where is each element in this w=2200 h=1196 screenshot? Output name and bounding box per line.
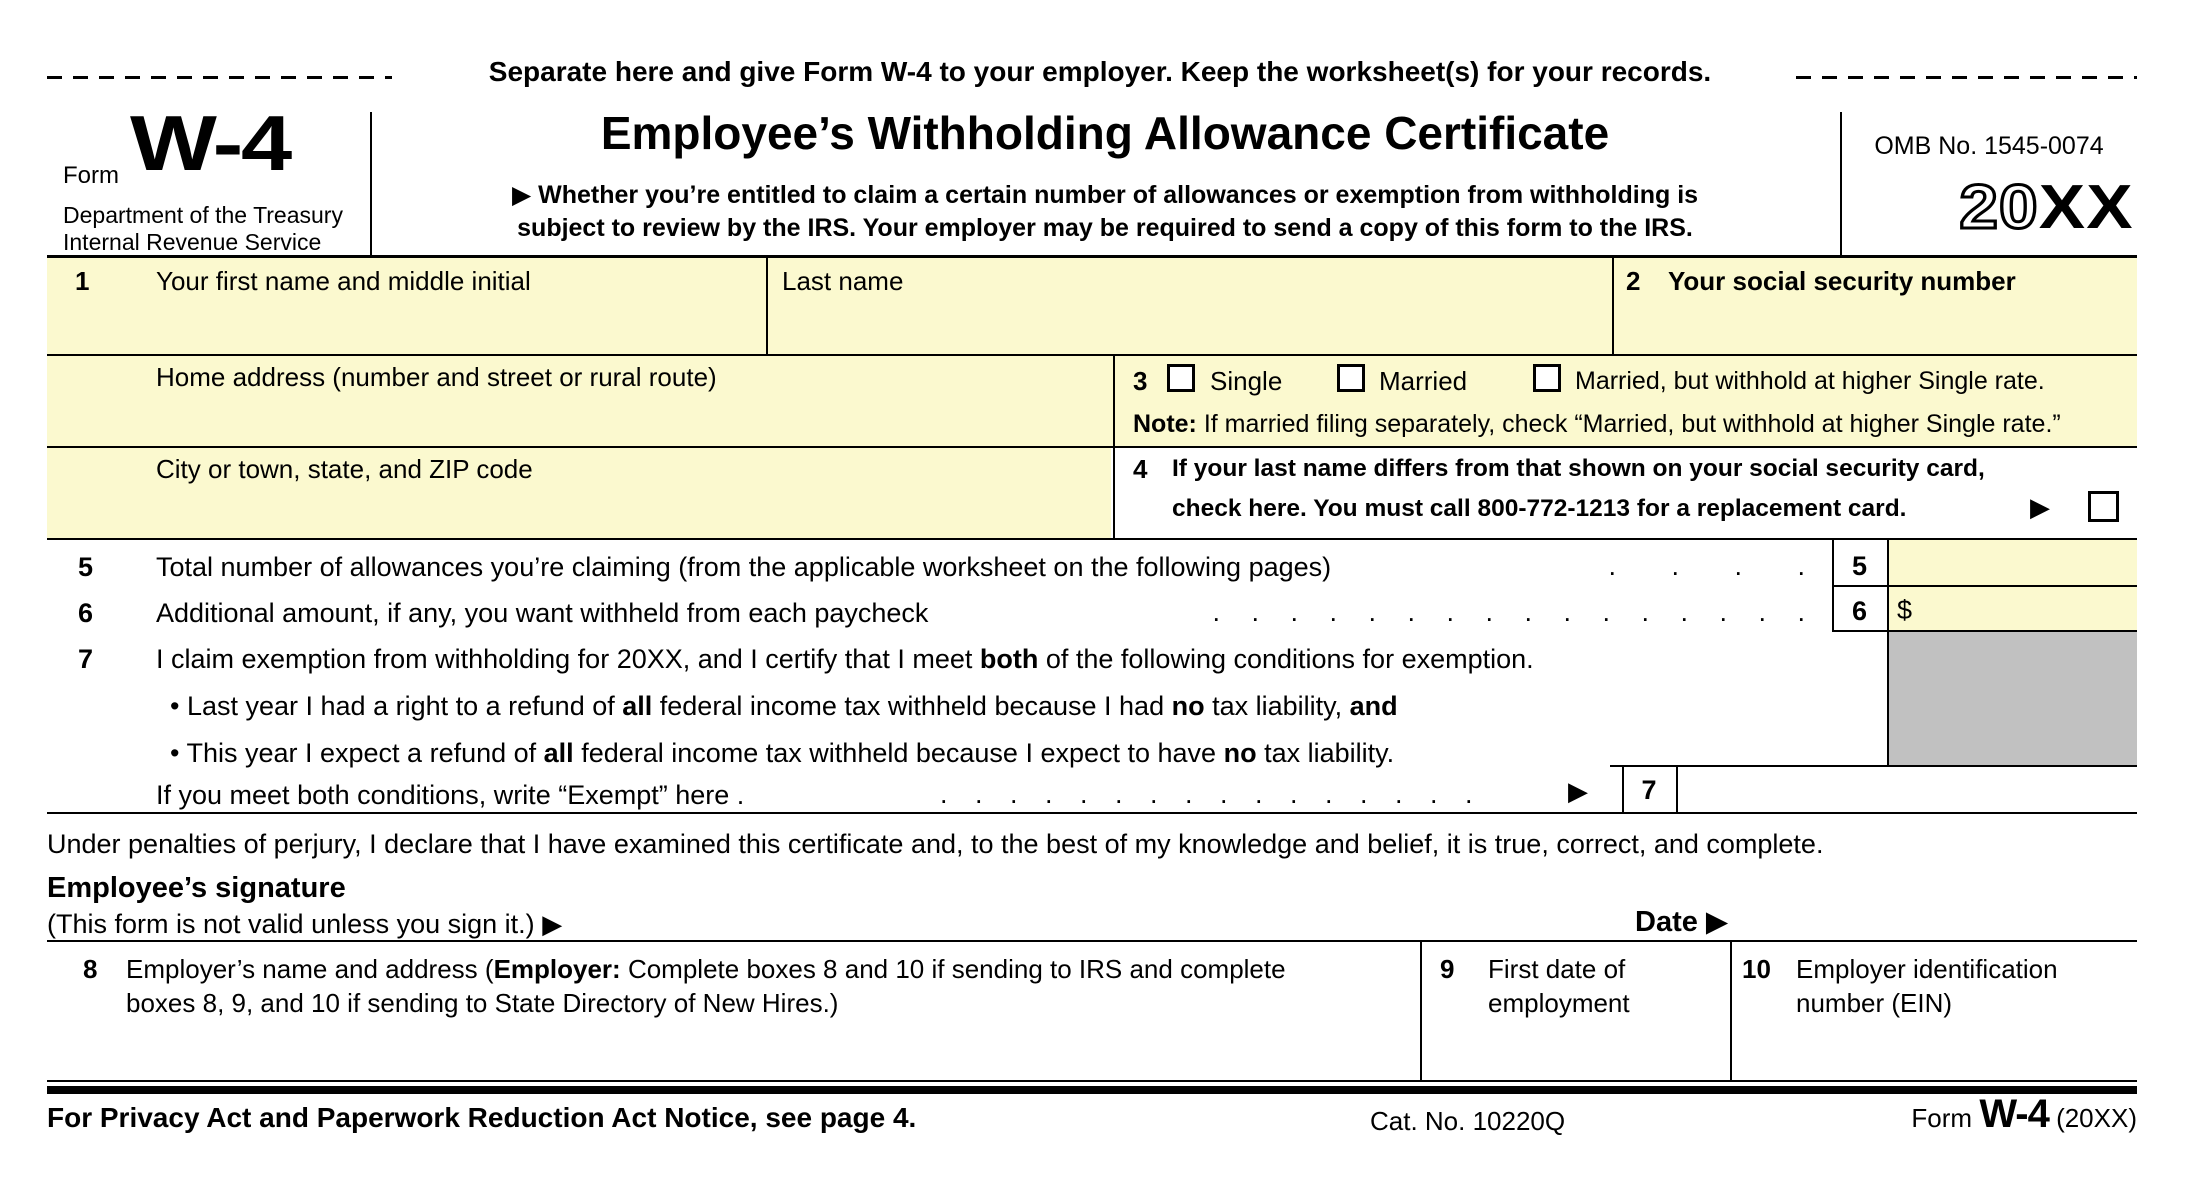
- footer-form-id: [1911, 1092, 2137, 1137]
- line10-number: 10: [1742, 954, 1771, 984]
- exempt-dot-leader: . . . . . . . . . . . . . . . .: [940, 779, 1473, 809]
- city-input[interactable]: [50, 492, 1105, 536]
- exempt-input[interactable]: [1680, 768, 2135, 810]
- bottom-thin-rule: [47, 1080, 2137, 1082]
- signature-input[interactable]: [700, 900, 1600, 938]
- last-name-input[interactable]: [770, 300, 1608, 350]
- line4-arrow-icon: ▶: [2030, 492, 2050, 522]
- married-checkbox[interactable]: [1337, 364, 1365, 392]
- employer-name-address-input[interactable]: [126, 1024, 1406, 1076]
- header-divider-right: [1840, 112, 1842, 255]
- home-address-input[interactable]: [50, 398, 1100, 444]
- line4-text-2: check here. You must call 800-772-1213 for a replacement card.: [1172, 495, 1907, 522]
- signature-rule: [47, 940, 2137, 942]
- year-prefix: 20: [1959, 173, 2040, 242]
- line10-label-1: Employer identification: [1796, 954, 2058, 984]
- privacy-notice: For Privacy Act and Paperwork Reduction Act Notice, see page 4.: [47, 1102, 917, 1133]
- form-number-logo: W-4: [130, 99, 290, 187]
- bullet-icon: •: [170, 691, 180, 721]
- form-word: Form: [63, 162, 119, 189]
- city-label: City or town, state, and ZIP code: [156, 454, 533, 484]
- line6-box-number: 6: [1851, 596, 1868, 626]
- line7-text: I claim exemption from withholding for 20XX, and I certify that I meet both of the following conditions for exemption.: [156, 644, 1534, 674]
- footer-form-number: W-4: [1979, 1092, 2049, 1136]
- row9-10-divider: [1730, 942, 1732, 1080]
- line1-number: 1: [75, 266, 90, 296]
- line2-number: 2: [1626, 266, 1641, 296]
- married-label: Married: [1379, 366, 1468, 396]
- line5-dot-leader: . . . .: [1608, 551, 1805, 581]
- first-name-input[interactable]: [50, 300, 762, 350]
- line8-text-2: boxes 8, 9, and 10 if sending to State Directory of New Hires.): [126, 988, 839, 1018]
- line7-number: 7: [78, 644, 94, 674]
- date-arrow-icon: ▶: [1705, 906, 1729, 938]
- form-subtitle-line-1: ▶ Whether you’re entitled to claim a certain number of allowances or exemption from withholding is: [511, 181, 1699, 209]
- omb-number: OMB No. 1545-0074: [1874, 132, 2104, 160]
- footer-form-year: (20XX): [2048, 1103, 2137, 1133]
- first-name-label: Your first name and middle initial: [156, 266, 531, 296]
- subtitle-arrow-icon: ▶: [511, 181, 532, 209]
- row1-divider-2: [1612, 258, 1614, 354]
- date-input[interactable]: [1745, 900, 2135, 938]
- form-year: [1960, 172, 2134, 243]
- married-higher-rate-label: Married, but withhold at higher Single rate.: [1575, 367, 2045, 395]
- date-label: Date ▶: [1635, 906, 1729, 938]
- note-prefix: Note:: [1133, 410, 1197, 438]
- line5-text: Total number of allowances you’re claiming (from the applicable worksheet on the following pages): [156, 552, 1332, 582]
- box7-right-edge: [1676, 767, 1678, 812]
- row8-9-divider: [1420, 942, 1422, 1080]
- line9-number: 9: [1440, 954, 1455, 984]
- line6-dot-leader: . . . . . . . . . . . . . . . .: [1212, 597, 1805, 627]
- signature-arrow-icon: ▶: [542, 909, 563, 939]
- exempt-arrow-icon: ▶: [1568, 776, 1588, 806]
- line10-label-2: number (EIN): [1796, 988, 1953, 1018]
- ssn-label: Your social security number: [1668, 266, 2016, 296]
- line6-number: 6: [78, 598, 94, 628]
- line4-text-1: If your last name differs from that shown on your social security card,: [1172, 455, 1985, 482]
- name-differs-checkbox[interactable]: [2088, 491, 2119, 522]
- ein-input[interactable]: [1744, 1024, 2129, 1076]
- line9-label-1: First date of: [1488, 954, 1626, 984]
- rowB-bottom-rule: [47, 538, 2137, 540]
- line8-text-1: Employer’s name and address (Employer: Complete boxes 8 and 10 if sending to IRS and complete: [126, 954, 1286, 984]
- line3-number: 3: [1133, 366, 1148, 396]
- year-suffix: XX: [2039, 173, 2134, 242]
- line5-box-number: 5: [1851, 551, 1868, 581]
- exempt-text: If you meet both conditions, write “Exempt” here .: [156, 780, 745, 810]
- married-higher-rate-checkbox[interactable]: [1533, 364, 1561, 392]
- dollar-sign: $: [1897, 595, 1913, 625]
- separate-here-text: Separate here and give Form W-4 to your employer. Keep the worksheet(s) for your records.: [488, 56, 1712, 87]
- dept-line-2: Internal Revenue Service: [63, 229, 322, 255]
- shaded-box-bottom-rule: [1610, 765, 2137, 767]
- signature-label: Employee’s signature: [47, 872, 346, 904]
- header-divider-left: [370, 112, 372, 255]
- dept-line-1: Department of the Treasury: [63, 202, 343, 228]
- row1-divider-1: [766, 258, 768, 354]
- bottom-thick-rule: [47, 1086, 2137, 1094]
- line3-note: Note: If married filing separately, check “Married, but withhold at higher Single rate.”: [1133, 410, 2061, 438]
- line4-number: 4: [1133, 454, 1148, 484]
- last-name-label: Last name: [782, 266, 904, 296]
- perjury-statement: Under penalties of perjury, I declare that I have examined this certificate and, to the best of my knowledge and belief, it is true, correct, and complete.: [47, 829, 1824, 859]
- line9-label-2: employment: [1488, 988, 1630, 1018]
- home-address-label: Home address (number and street or rural route): [156, 362, 717, 392]
- line7-box-number: 7: [1641, 775, 1657, 805]
- footer-form-word: Form: [1911, 1103, 1980, 1133]
- first-date-input[interactable]: [1432, 1024, 1722, 1076]
- form-title: Employee’s Withholding Allowance Certificate: [600, 107, 1610, 159]
- catalog-number: Cat. No. 10220Q: [1370, 1106, 1566, 1136]
- single-checkbox[interactable]: [1167, 364, 1195, 392]
- bullet-icon: •: [170, 738, 180, 768]
- single-label: Single: [1210, 366, 1283, 396]
- allowances-input[interactable]: [1889, 540, 2137, 585]
- signature-note: (This form is not valid unless you sign it.) ▶: [47, 909, 563, 939]
- line7-bullet-2: • This year I expect a refund of all federal income tax withheld because I expect to have no tax liability.: [170, 738, 1395, 768]
- line8-number: 8: [83, 954, 98, 984]
- line7-bullet-1: • Last year I had a right to a refund of all federal income tax withheld because I had no tax liability, and: [170, 691, 1398, 721]
- line5-number: 5: [78, 552, 94, 582]
- ssn-input[interactable]: [1616, 300, 2134, 350]
- line6-text: Additional amount, if any, you want withheld from each paycheck: [156, 598, 929, 628]
- shaded-box: [1889, 632, 2137, 765]
- line7-bottom-rule: [47, 812, 2137, 814]
- extra-amount-input[interactable]: [1920, 587, 2137, 630]
- form-subtitle-line-2: subject to review by the IRS. Your employer may be required to send a copy of this form to the IRS.: [517, 214, 1693, 242]
